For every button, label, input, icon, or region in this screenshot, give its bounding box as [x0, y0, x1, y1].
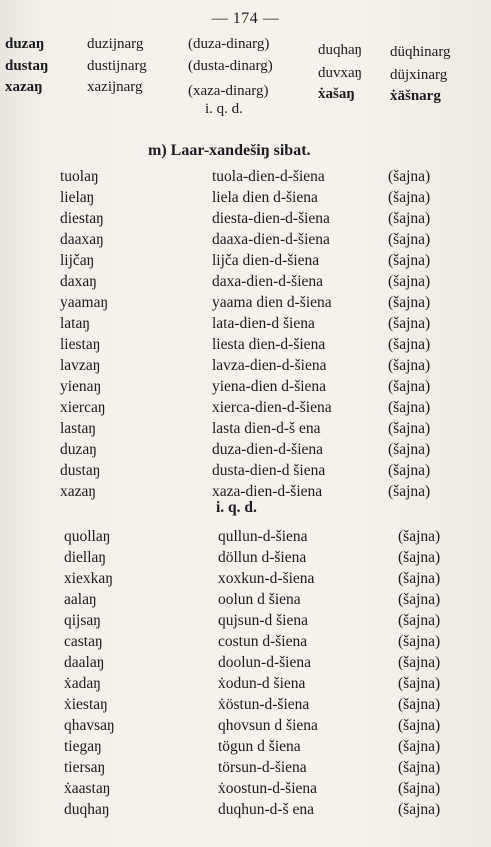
word: xiercaŋ [60, 399, 106, 416]
list-item [0, 231, 491, 251]
top-cell-c: (duza-dinarg) [188, 36, 270, 52]
phrase: lata-dien-d šiena [212, 315, 315, 332]
case-label: (šajna) [388, 420, 431, 437]
list-item [0, 210, 491, 230]
case-label: (šajna) [398, 528, 441, 545]
list-item [0, 717, 491, 737]
word: daalaŋ [64, 654, 105, 671]
top-cell-b: duzijnarg [87, 36, 144, 52]
phrase: doolun-d-šiena [218, 654, 311, 671]
phrase: daxa-dien-d-šiena [212, 273, 324, 290]
list-item [0, 441, 491, 461]
word: ẋaastaŋ [64, 780, 111, 797]
case-label: (šajna) [388, 399, 431, 416]
list-item [0, 378, 491, 398]
word: lataŋ [60, 315, 91, 332]
phrase: xaza-dien-d-šiena [212, 483, 323, 500]
word: lijčaŋ [60, 252, 95, 269]
list-item [0, 273, 491, 293]
page-number: — 174 — [211, 10, 280, 27]
top-iqd-note: i. q. d. [205, 101, 243, 117]
case-label: (šajna) [398, 591, 441, 608]
case-label: (šajna) [388, 357, 431, 374]
word: ẋiestaŋ [64, 696, 108, 713]
list-item [0, 759, 491, 779]
word: quollaŋ [64, 528, 111, 545]
word: lavzaŋ [60, 357, 101, 374]
word: lastaŋ [60, 420, 97, 437]
phrase: yaama dien d-šiena [212, 294, 332, 311]
list-item [0, 570, 491, 590]
case-label: (šajna) [388, 294, 431, 311]
word: tuolaŋ [60, 168, 99, 185]
case-label: (šajna) [388, 210, 431, 227]
case-label: (šajna) [398, 549, 441, 566]
phrase: duqhun-d-š ena [218, 801, 314, 818]
phrase: liela dien d-šiena [212, 189, 318, 206]
top-cell-c: (dusta-dinarg) [188, 58, 273, 74]
phrase: ẋodun-d šiena [218, 675, 306, 692]
phrase: xoxkun-d-šiena [218, 570, 315, 587]
mid-iqd-note: i. q. d. [216, 499, 257, 516]
list-item [0, 336, 491, 356]
phrase: diesta-dien-d-šiena [212, 210, 330, 227]
phrase: ẋoostun-d-šiena [218, 780, 318, 797]
case-label: (šajna) [388, 273, 431, 290]
list-item [0, 462, 491, 482]
phrase: costun d-šiena [218, 633, 308, 650]
phrase: duza-dien-d-šiena [212, 441, 324, 458]
case-label: (šajna) [388, 315, 431, 332]
top-cell-e: ẋäšnarg [390, 88, 441, 104]
case-label: (šajna) [398, 633, 441, 650]
word: aalaŋ [64, 591, 97, 608]
list-item [0, 315, 491, 335]
list-item [0, 675, 491, 695]
list-item [0, 528, 491, 548]
phrase: döllun d-šiena [218, 549, 307, 566]
list-item [0, 294, 491, 314]
word: yaamaŋ [60, 294, 109, 311]
phrase: törsun-d-šiena [218, 759, 307, 776]
top-cell-c: (xaza-dinarg) [188, 83, 269, 99]
top-cell-b: xazijnarg [87, 79, 143, 95]
case-label: (šajna) [398, 759, 441, 776]
word: ẋadaŋ [64, 675, 101, 692]
list-item [0, 399, 491, 419]
case-label: (šajna) [388, 483, 431, 500]
top-cell-a: duzaŋ [5, 36, 45, 52]
phrase: tögun d šiena [218, 738, 301, 755]
phrase: daaxa-dien-d-šiena [212, 231, 330, 248]
top-cell-a: dustaŋ [5, 58, 49, 74]
word: xazaŋ [60, 483, 97, 500]
word: tiersaŋ [64, 759, 106, 776]
phrase: xierca-dien-d-šiena [212, 399, 332, 416]
case-label: (šajna) [398, 738, 441, 755]
case-label: (šajna) [388, 378, 431, 395]
phrase: yiena-dien d-šiena [212, 378, 327, 395]
case-label: (šajna) [388, 441, 431, 458]
phrase: dusta-dien-d šiena [212, 462, 326, 479]
case-label: (šajna) [398, 717, 441, 734]
case-label: (šajna) [388, 189, 431, 206]
list-item [0, 738, 491, 758]
list-item [0, 252, 491, 272]
list-item [0, 654, 491, 674]
word: lielaŋ [60, 189, 95, 206]
list-item [0, 357, 491, 377]
case-label: (šajna) [398, 675, 441, 692]
word: liestaŋ [60, 336, 101, 353]
top-cell-e: düqhinarg [390, 44, 451, 60]
word: daaxaŋ [60, 231, 104, 248]
list-item [0, 549, 491, 569]
list-item [0, 168, 491, 188]
list-item [0, 591, 491, 611]
list-item [0, 696, 491, 716]
phrase: qujsun-d šiena [218, 612, 308, 629]
word: qhavsaŋ [64, 717, 115, 734]
case-label: (šajna) [398, 654, 441, 671]
word: diellaŋ [64, 549, 107, 566]
list-item [0, 189, 491, 209]
case-label: (šajna) [388, 336, 431, 353]
top-cell-a: xazaŋ [5, 79, 43, 95]
phrase: qhovsun d šiena [218, 717, 318, 734]
phrase: lijča dien-d-šiena [212, 252, 320, 269]
case-label: (šajna) [388, 252, 431, 269]
list-item [0, 633, 491, 653]
case-label: (šajna) [398, 801, 441, 818]
case-label: (šajna) [388, 168, 431, 185]
case-label: (šajna) [398, 696, 441, 713]
top-cell-d: ẋašaŋ [318, 86, 355, 102]
word: qijsaŋ [64, 612, 101, 629]
phrase: tuola-dien-d-šiena [212, 168, 325, 185]
top-cell-e: düjxinarg [390, 67, 448, 83]
phrase: lavza-dien-d-šiena [212, 357, 327, 374]
case-label: (šajna) [388, 462, 431, 479]
list-item [0, 612, 491, 632]
word: yienaŋ [60, 378, 102, 395]
word: tiegaŋ [64, 738, 102, 755]
phrase: ẋöstun-d-šiena [218, 696, 310, 713]
phrase: liesta dien-d-šiena [212, 336, 326, 353]
case-label: (šajna) [398, 570, 441, 587]
top-cell-d: duvxaŋ [318, 65, 363, 81]
word: diestaŋ [60, 210, 104, 227]
list-item [0, 780, 491, 800]
top-cell-b: dustijnarg [87, 58, 147, 74]
word: duzaŋ [60, 441, 97, 458]
list-item [0, 420, 491, 440]
case-label: (šajna) [398, 780, 441, 797]
word: dustaŋ [60, 462, 101, 479]
word: castaŋ [64, 633, 103, 650]
word: xiexkaŋ [64, 570, 113, 587]
phrase: lasta dien-d-š ena [212, 420, 321, 437]
word: duqhaŋ [64, 801, 110, 818]
section-title: m) Laar-xandešiŋ sibat. [148, 142, 311, 159]
word: daxaŋ [60, 273, 97, 290]
phrase: oolun d šiena [218, 591, 301, 608]
phrase: qullun-d-šiena [218, 528, 308, 545]
case-label: (šajna) [398, 612, 441, 629]
top-cell-d: duqhaŋ [318, 42, 363, 58]
case-label: (šajna) [388, 231, 431, 248]
list-item [0, 801, 491, 821]
